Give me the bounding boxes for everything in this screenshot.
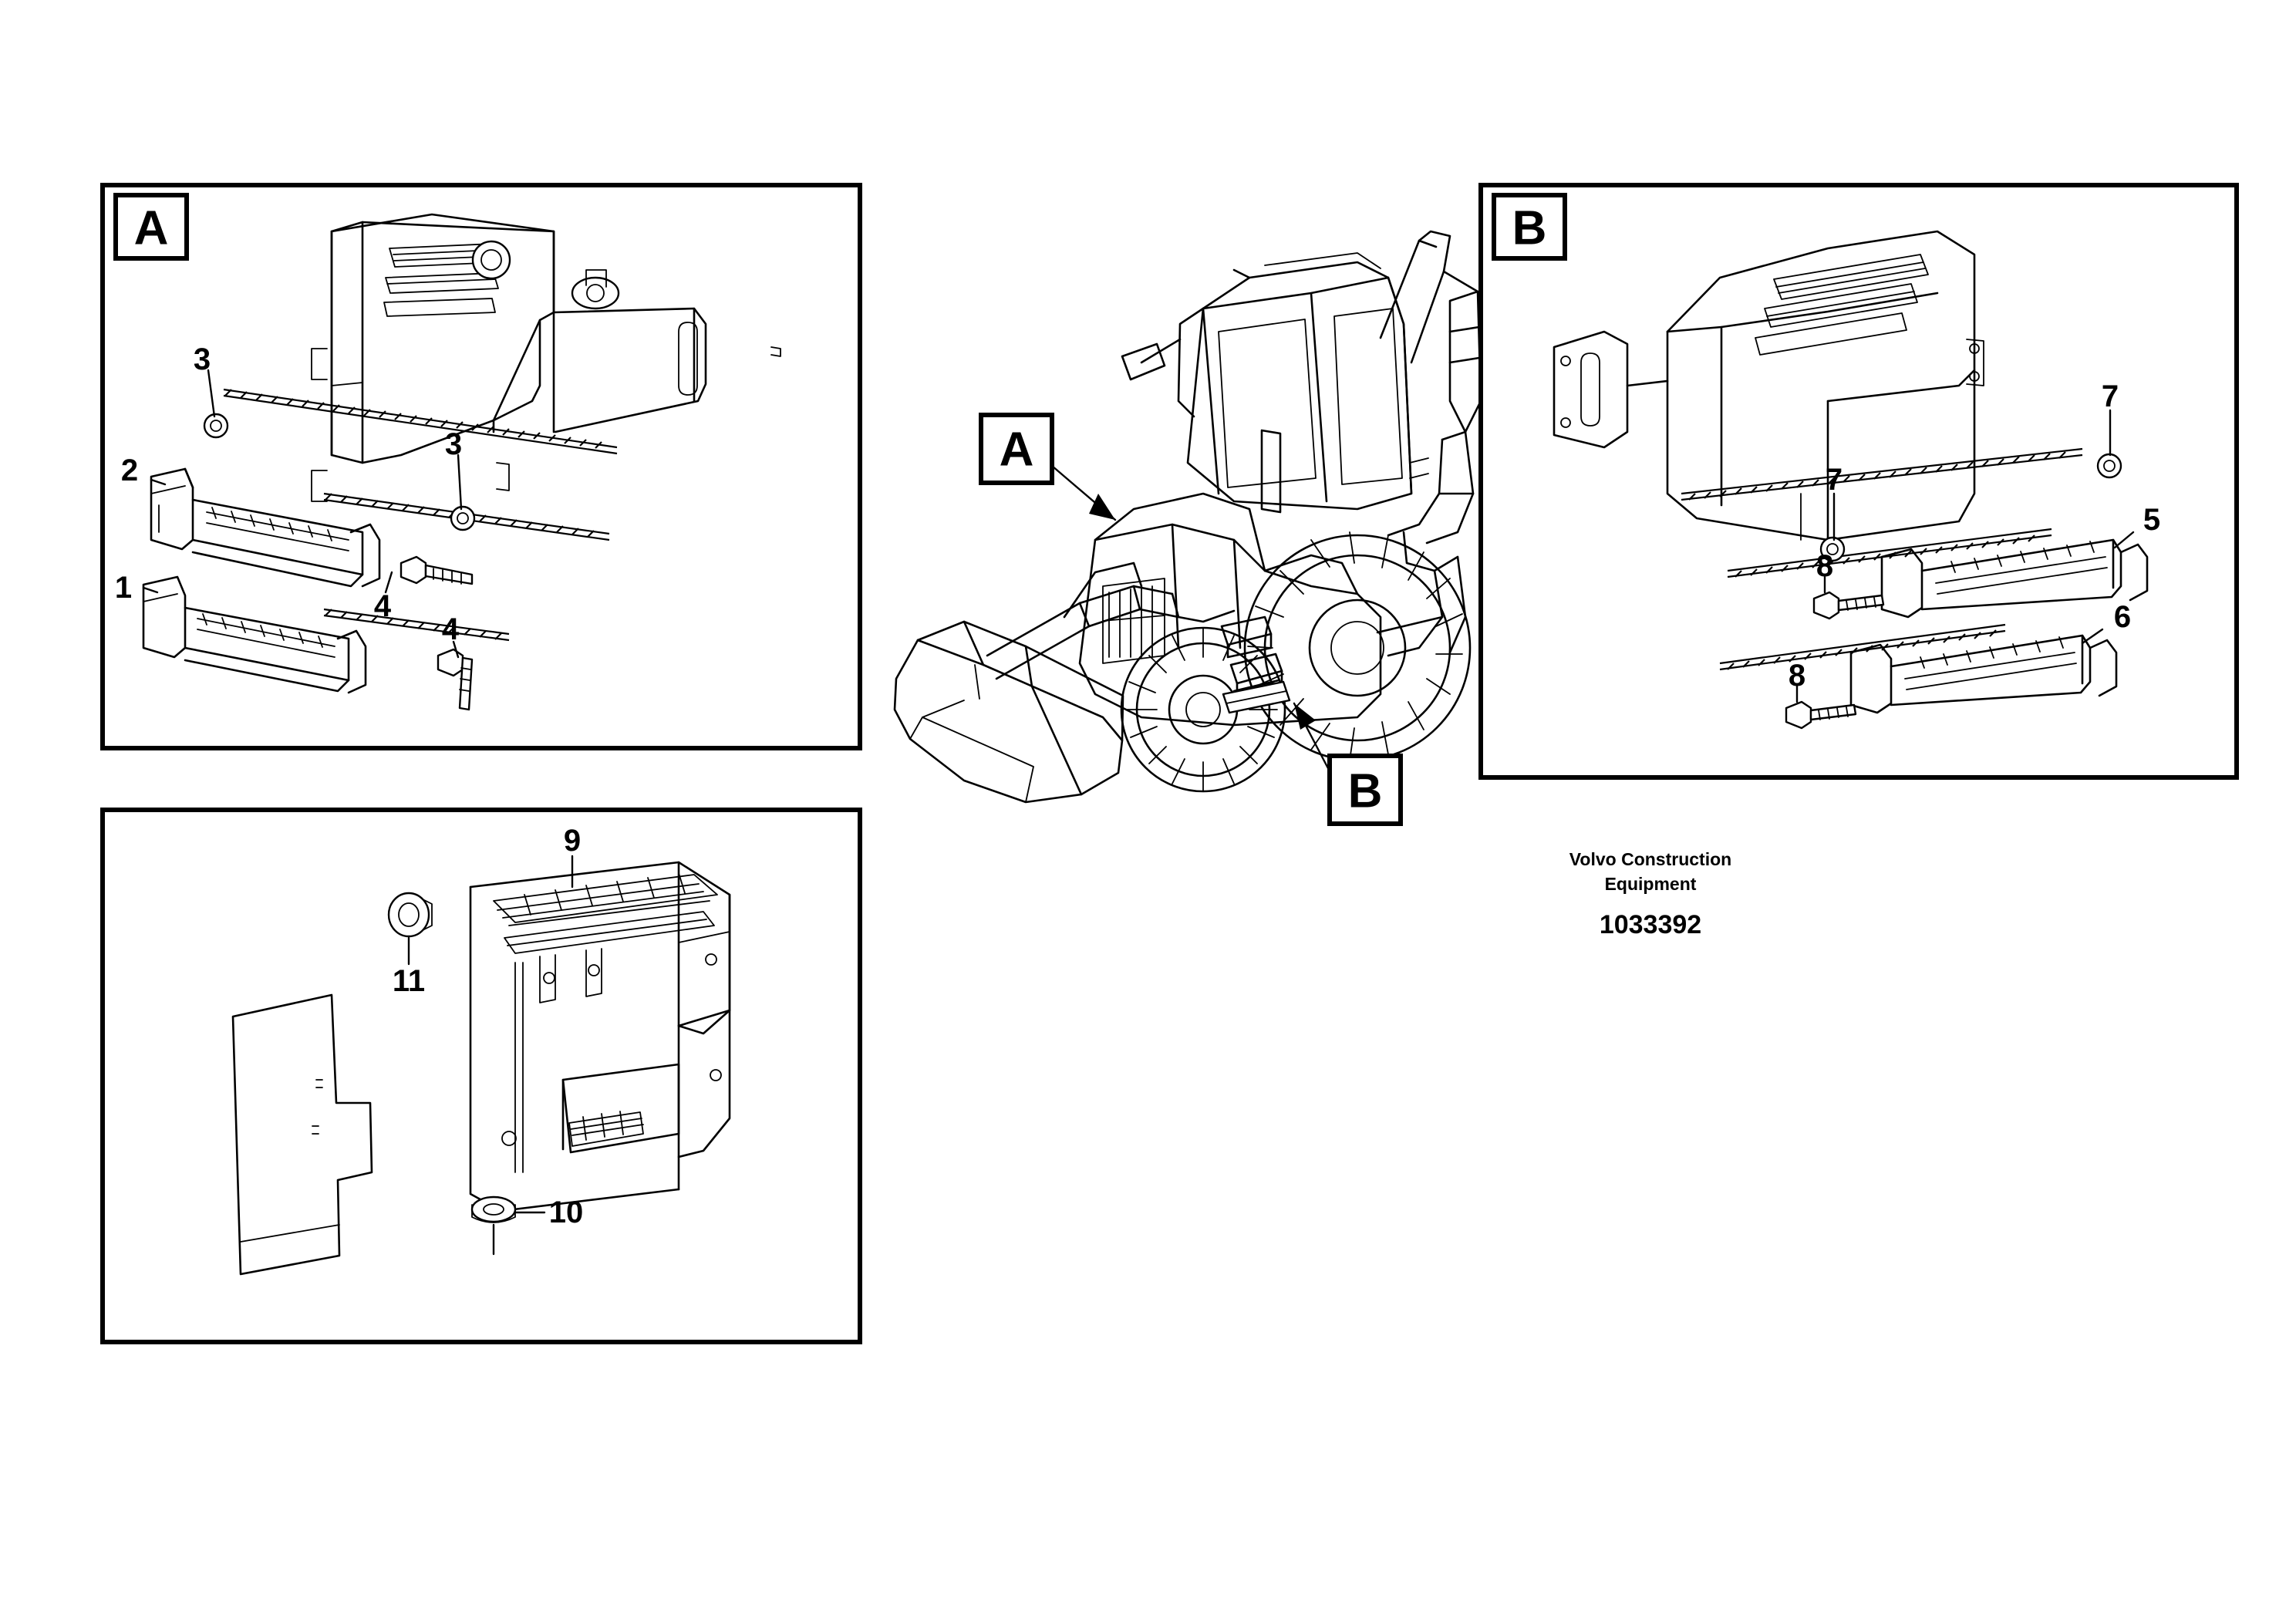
panel-a-assembly-axes: [224, 389, 617, 640]
item-number-10: 10: [548, 1195, 584, 1229]
item-number-2: 2: [120, 454, 139, 487]
callout-a: [981, 415, 1115, 520]
item-number-5: 5: [2143, 503, 2161, 537]
item-number-6: 6: [2113, 600, 2132, 634]
callout-a-arrowhead: [1089, 494, 1115, 520]
panel-c-border: [103, 810, 860, 1342]
callout-b: [1294, 703, 1401, 824]
callout-b-label: B: [1347, 764, 1383, 818]
panel-a-tag-label: A: [133, 201, 169, 255]
panel-c-grommet-11: [389, 893, 432, 936]
callout-a-label: A: [999, 423, 1034, 477]
item-number-7a: 7: [2101, 379, 2119, 413]
brand-line-2: Equipment: [1604, 874, 1697, 894]
panel-b-border: [1481, 185, 2237, 777]
bolt-8b: [1786, 702, 1856, 728]
part-number: 1033392: [1599, 910, 1702, 939]
machine-illustration: [895, 231, 1481, 802]
item-number-1: 1: [114, 571, 133, 605]
bolt-8a: [1814, 592, 1883, 619]
machine-rear-wheel: [1245, 532, 1470, 760]
title-block: [1569, 849, 1731, 939]
item-number-8b: 8: [1788, 659, 1806, 693]
machine-front-wheel: [1121, 628, 1285, 791]
item-number-3b: 3: [444, 427, 463, 461]
brand-line-1: Volvo Construction: [1569, 849, 1732, 869]
panel-a-fasteners: [204, 414, 474, 710]
item-number-4b: 4: [441, 612, 460, 646]
panel-a-fuel-tank: [312, 214, 781, 501]
panel-c-grommet-10: [472, 1197, 515, 1222]
panel-b: [1481, 185, 2237, 777]
machine-rear-step-detail: [1222, 617, 1290, 713]
panel-c: [103, 810, 860, 1342]
panel-c-flat-plate: [233, 995, 372, 1274]
bolt-4a: [401, 557, 472, 584]
item-number-4a: 4: [373, 589, 392, 623]
item-number-7b: 7: [1825, 463, 1843, 497]
panel-a-step-upper: [151, 469, 379, 586]
panel-a-step-lower: [143, 577, 366, 693]
item-number-3a: 3: [193, 342, 211, 376]
panel-c-step-module: [470, 862, 730, 1211]
panel-b-fuel-tank: [1554, 231, 1984, 540]
item-number-11: 11: [392, 964, 426, 998]
item-number-9: 9: [563, 824, 582, 858]
item-number-8a: 8: [1816, 549, 1834, 583]
panel-a-callout-leaders: [115, 342, 462, 657]
bolt-4b: [438, 649, 472, 710]
callout-b-arrowhead: [1294, 703, 1316, 730]
panel-b-tag-label: B: [1512, 201, 1547, 255]
panel-a: [103, 185, 860, 748]
